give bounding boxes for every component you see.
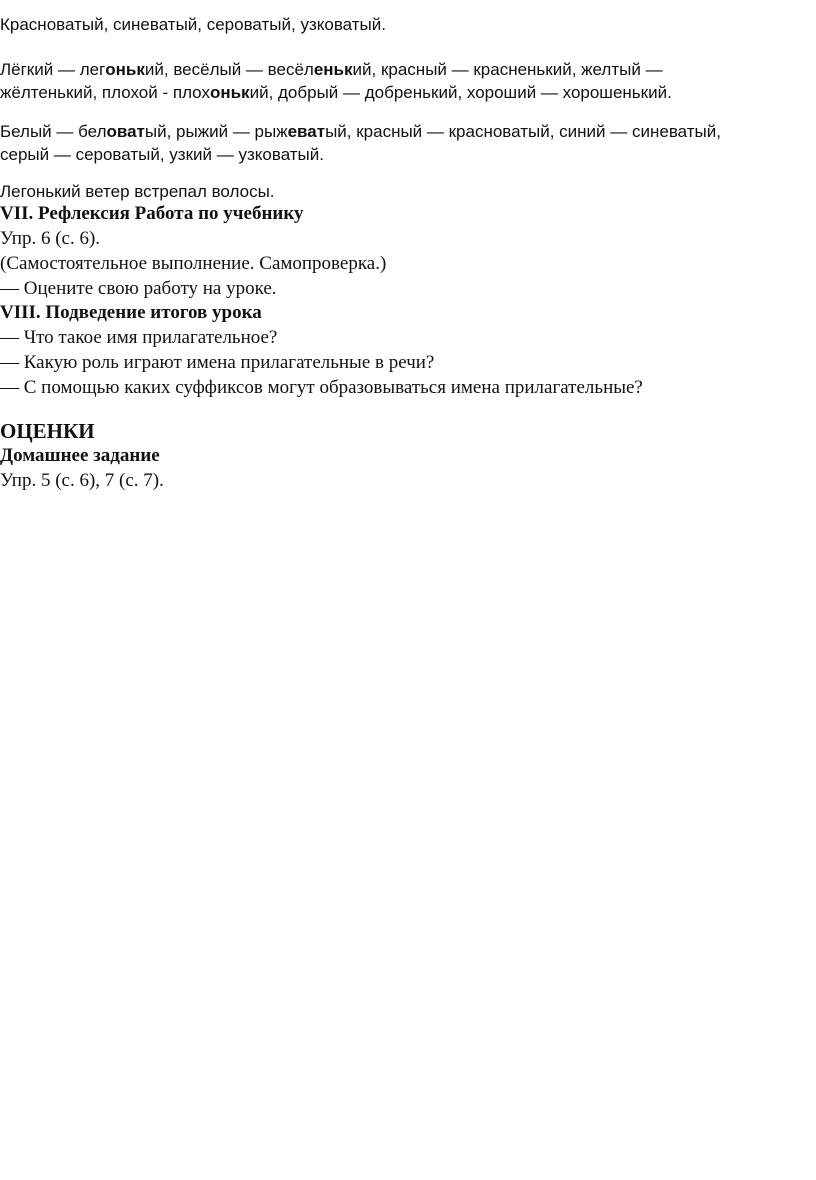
text-segment: ий, весёлый — весёл xyxy=(144,60,314,79)
question-1: — Что такое имя прилагательное? xyxy=(0,327,278,348)
text-segment: Белый — бел xyxy=(0,122,107,141)
suffix-highlight: оньк xyxy=(209,83,250,102)
text-segment: ий, красный — красненький, желтый — xyxy=(352,60,663,79)
question-2: — Какую роль играют имена прилагательные в речи? xyxy=(0,352,435,373)
diminutive-examples-line-1 xyxy=(0,58,663,81)
suffix-highlight: оват xyxy=(106,122,145,141)
grades-heading: ОЦЕНКИ xyxy=(0,419,95,443)
diminutive-examples-line-2 xyxy=(0,81,672,104)
suffix-highlight: еньк xyxy=(313,60,353,79)
text-segment: жёлтенький, плохой - плох xyxy=(0,83,210,102)
homework-line: Упр. 5 (с. 6), 7 (с. 7). xyxy=(0,470,164,491)
example-sentence: Легонький ветер встрепал волосы. xyxy=(0,182,275,201)
suffix-highlight: еват xyxy=(287,122,326,141)
text-segment: ий, добрый — добренький, хороший — хорошенький. xyxy=(249,83,672,102)
question-3: — С помощью каких суффиксов могут образовываться имена прилагательные? xyxy=(0,377,643,398)
ovat-examples-line-1 xyxy=(0,120,721,143)
text-segment: ый, красный — красноватый, синий — синеватый, xyxy=(325,122,721,141)
reflection-heading: VII. Рефлексия Работа по учебнику xyxy=(0,203,304,224)
adjectives-line: Красноватый, синеватый, сероватый, узковатый. xyxy=(0,15,386,34)
summary-heading: VIII. Подведение итогов урока xyxy=(0,302,262,323)
evaluate-line: — Оцените свою работу на уроке. xyxy=(0,278,277,299)
exercise-line: Упр. 6 (с. 6). xyxy=(0,228,101,249)
text-segment: Лёгкий — лег xyxy=(0,60,106,79)
homework-heading: Домашнее задание xyxy=(0,445,160,466)
text-segment: ый, рыжий — рыж xyxy=(144,122,288,141)
suffix-highlight: оньк xyxy=(105,60,145,79)
self-check-line: (Самостоятельное выполнение. Самопроверка.) xyxy=(0,253,387,274)
ovat-examples-line-2: серый — сероватый, узкий — узковатый. xyxy=(0,145,324,164)
